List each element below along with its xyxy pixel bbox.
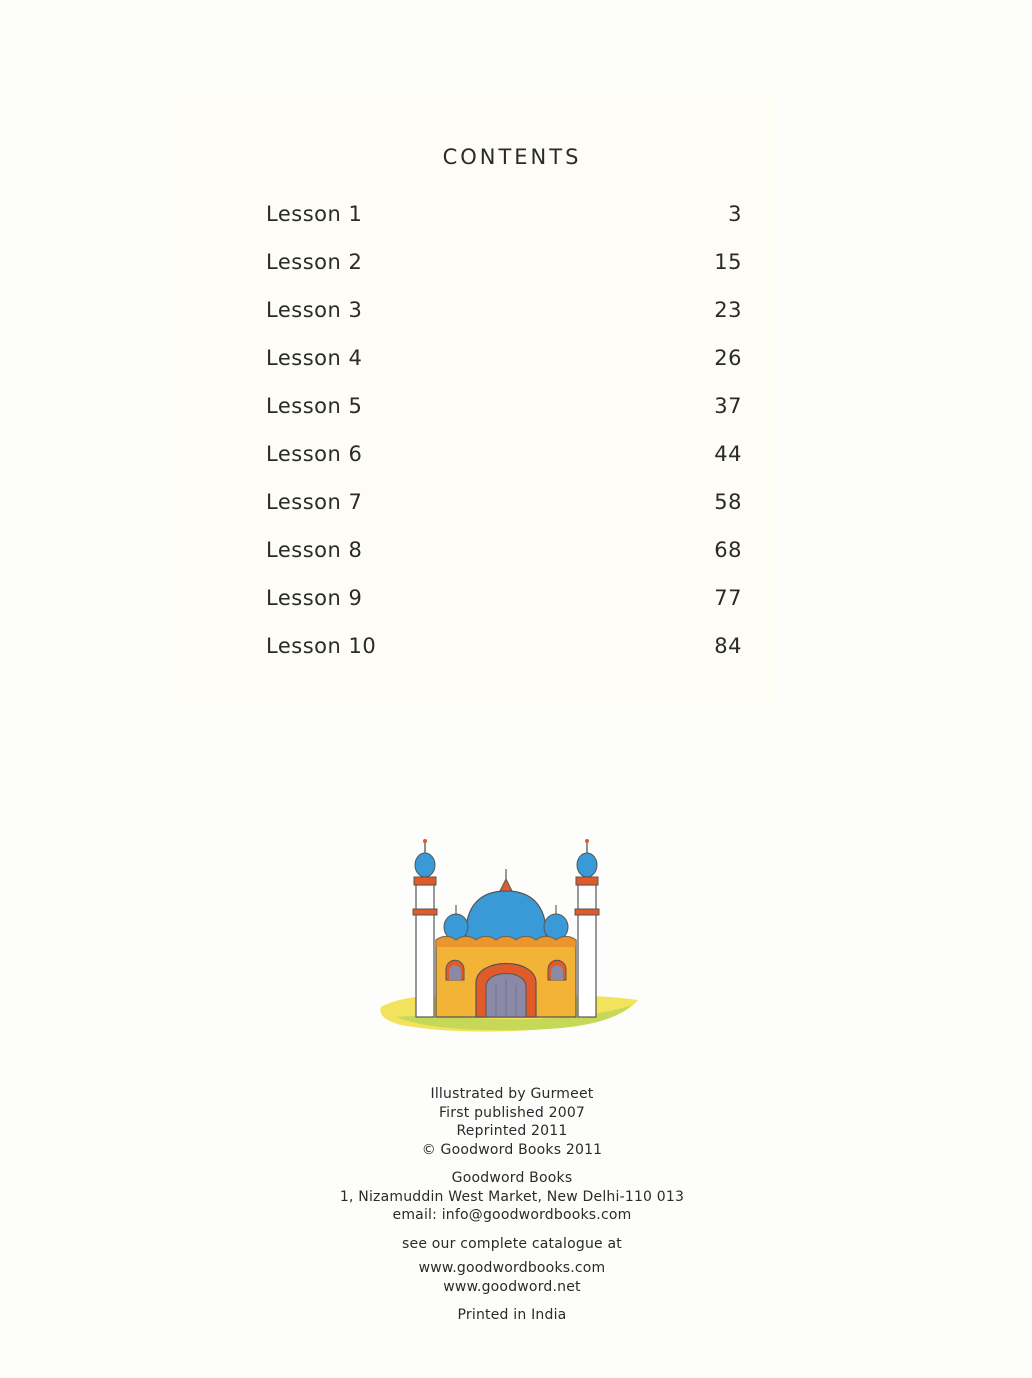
- toc-entry-label: Lesson 2: [266, 250, 363, 274]
- toc-entry-page: 58: [714, 490, 742, 514]
- websites-block: [0, 1259, 1024, 1296]
- toc-entry-page: 15: [714, 250, 742, 274]
- toc-entry-page: 3: [728, 202, 742, 226]
- toc-entry: [266, 586, 742, 616]
- toc-entry-page: 37: [714, 394, 742, 418]
- illustrator-credit: Illustrated by Gurmeet: [430, 1086, 594, 1102]
- mosque-illustration-icon: [376, 835, 646, 1045]
- publisher-email: email: info@goodwordbooks.com: [392, 1207, 632, 1223]
- toc-entry-page: 23: [714, 298, 742, 322]
- toc-entry: [266, 202, 742, 232]
- toc-entry: [266, 394, 742, 424]
- toc-entry-label: Lesson 7: [266, 490, 363, 514]
- printed-in-note: Printed in India: [457, 1307, 567, 1323]
- toc-entry: [266, 250, 742, 280]
- publisher-block: [0, 1169, 1024, 1225]
- reprint-note: Reprinted 2011: [456, 1123, 568, 1139]
- contents-heading: CONTENTS: [442, 145, 582, 169]
- toc-entry-page: 84: [714, 634, 742, 658]
- toc-entry: [266, 634, 742, 664]
- toc-entry-label: Lesson 4: [266, 346, 363, 370]
- toc-entry-label: Lesson 1: [266, 202, 363, 226]
- catalogue-note: see our complete catalogue at: [402, 1236, 622, 1252]
- publisher-address: 1, Nizamuddin West Market, New Delhi-110 013: [339, 1188, 685, 1205]
- publisher-name: Goodword Books: [451, 1170, 573, 1186]
- credits-block: [0, 1085, 1024, 1159]
- toc-entry-label: Lesson 9: [266, 586, 363, 610]
- toc-entry-label: Lesson 10: [266, 634, 377, 658]
- toc-entry: [266, 490, 742, 520]
- website-link: www.goodword.net: [443, 1278, 581, 1295]
- toc-entry: [266, 538, 742, 568]
- toc-entry: [266, 298, 742, 328]
- toc-entry-page: 68: [714, 538, 742, 562]
- toc-entry-label: Lesson 6: [266, 442, 363, 466]
- toc-entry-page: 77: [714, 586, 742, 610]
- first-published-note: First published 2007: [438, 1104, 586, 1121]
- toc-entry-label: Lesson 3: [266, 298, 363, 322]
- toc-entry-label: Lesson 8: [266, 538, 363, 562]
- toc-entry-page: 26: [714, 346, 742, 370]
- website-link: www.goodwordbooks.com: [418, 1260, 606, 1276]
- copyright-note: © Goodword Books 2011: [421, 1141, 603, 1158]
- toc-entry: [266, 442, 742, 472]
- toc-entry: [266, 346, 742, 376]
- toc-entry-label: Lesson 5: [266, 394, 363, 418]
- toc-entry-page: 44: [714, 442, 742, 466]
